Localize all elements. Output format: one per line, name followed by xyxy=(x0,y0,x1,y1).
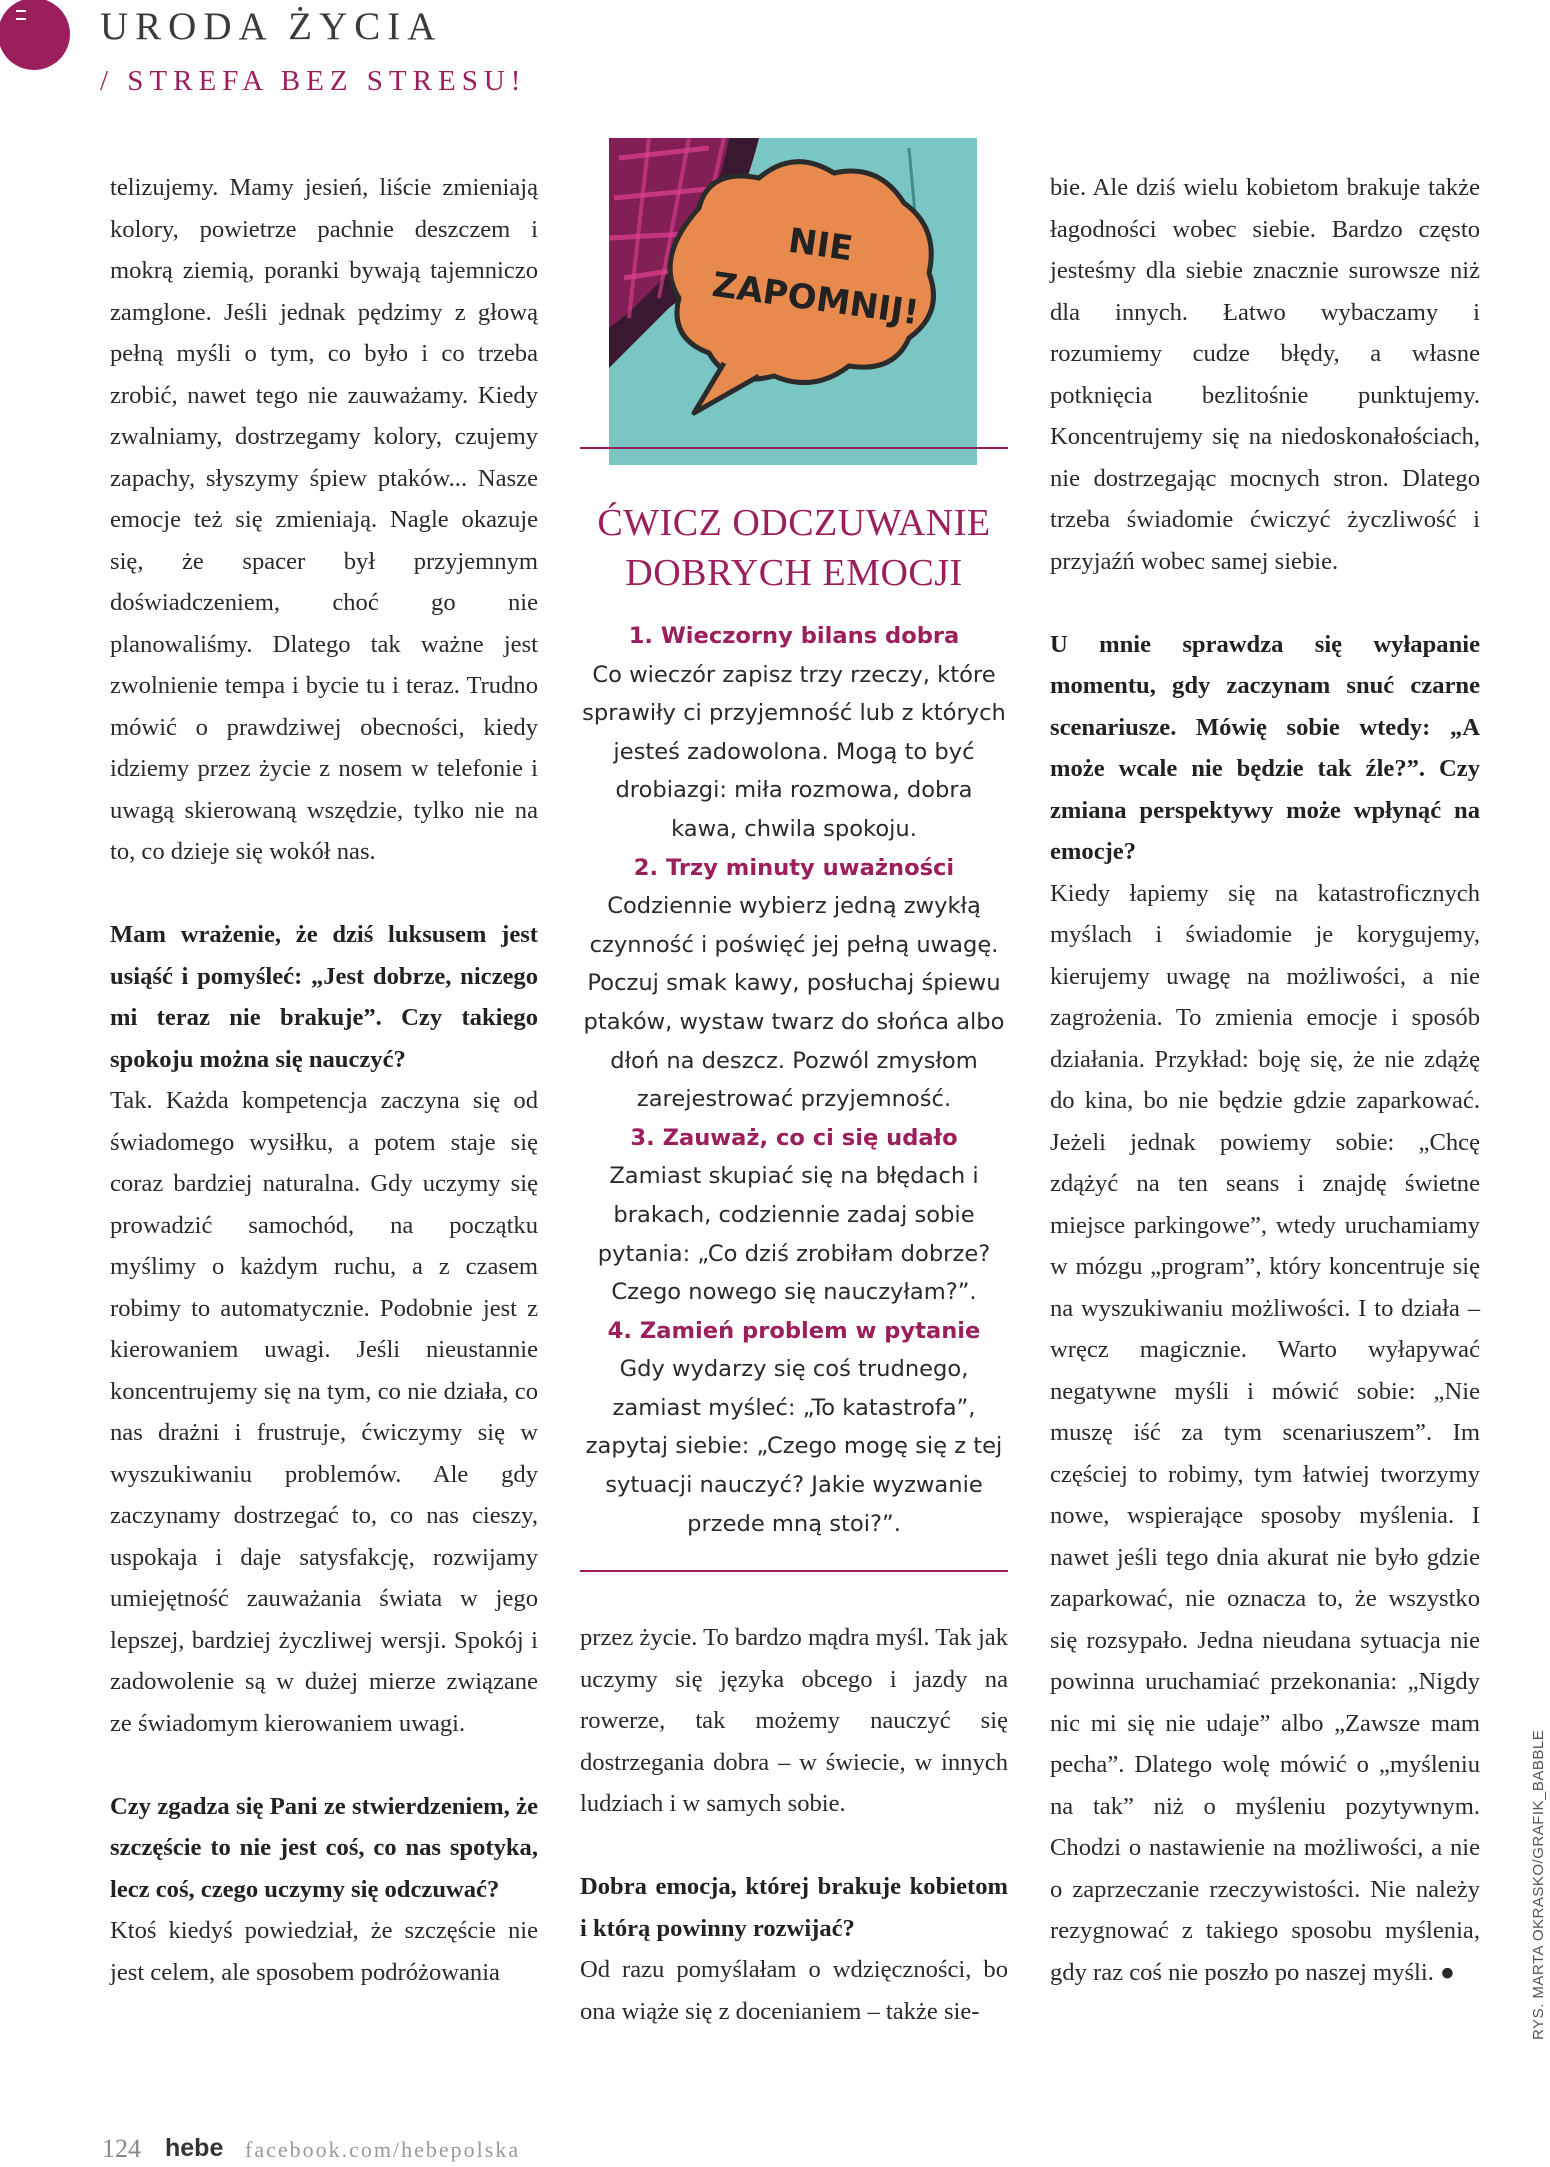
tip-text: Codziennie wybierz jedną zwykłą czynność i poświęć jej pełną uwagę. Poczuj smak kawy, posłuchaj śpiewu ptaków, wystaw twarz do słońca albo dłoń na deszcz. Pozwól zmysłom zarejestrować przyjemność. xyxy=(583,893,1005,1113)
section-title: URODA ŻYCIA xyxy=(100,5,443,48)
paragraph: Tak. Każda kompetencja zaczyna się od świadomego wysiłku, a potem staje się coraz bardziej naturalna. Gdy uczymy się prowadzić samochód, na początku myślimy o każdym ruchu, a z czasem robimy to automatycznie. Podobnie jest z kierowaniem uwagi. Jeśli nieustannie koncentrujemy się na tym, co nie działa, co nas drażni i frustruje, ćwiczymy się w wyszukiwaniu problemów. Ale gdy zaczynamy dostrzegać to, co nas cieszy, uspokaja i daje satysfakcję, rozwijamy umiejętność zauważania świata w jego lepszej, bardziej życzliwej wersji. Spokój i zadowolenie są w dużej mierze związane ze świadomym kierowaniem uwagi. xyxy=(110,1087,538,1737)
tip-heading: 3. Zauważ, co ci się udało xyxy=(630,1124,958,1151)
tips-box-title xyxy=(580,498,1008,598)
interview-question: Dobra emocja, której brakuje kobietom i którą powinny rozwijać? xyxy=(580,1873,1008,1942)
bubble-text-2: ZAPOMNIJ! xyxy=(709,264,922,334)
paragraph-text: Kiedy łapiemy się na katastroficznych myślach i świadomie je korygujemy, kierujemy uwagę na możliwości, a nie zagrożenia. To zmienia emocje i sposób działania. Przykład: boję się, że nie zdążę do kina, bo nie będzie gdzie zaparkować. Jeżeli jednak powiemy sobie: „Chcę zdążyć na ten seans i znajdę świetne miejsce parkingowe”, wtedy uruchamiamy w mózgu „program”, który koncentruje się na wyszukiwaniu możliwości. I to działa – wręcz magicznie. Warto wyłapywać negatywne myśli i mówić sobie: „Nie muszę iść za tym scenariuszem”. Im częściej to robimy, tym łatwiej tworzymy nowe, wspierające sposoby myślenia. I nawet jeśli tego dnia akurat nie było gdzie zaparkować, nie oznacza to, że wszystko się rozsypało. Jedna nieudana sytuacja nie powinna uruchamiać przekonania: „Nigdy nic mi się nie udaje” albo „Zawsze mam pecha”. Dlatego wolę mówić o „myśleniu na tak” niż o myśleniu pozytywnym. Chodzi o nastawienie na możliwości, a nie o zaprzeczanie rzeczywistości. Nie należy rezygnować z takiego sposobu myślenia, gdy raz coś nie poszło po naszej myśli. xyxy=(1050,879,1480,1986)
tips-box xyxy=(580,617,1008,1543)
article-column-1 xyxy=(110,167,538,1993)
article-column-2 xyxy=(580,1617,1008,2032)
menu-icon xyxy=(16,10,26,20)
paragraph: telizujemy. Mamy jesień, liście zmieniają kolory, powietrze pachnie deszczem i mokrą ziemią, poranki bywają tajemniczo zamglone. Jeśli jednak pędzimy z głową pełną myśli o tym, co było i co trzeba zrobić, nawet tego nie zauważamy. Kiedy zwalniamy, dostrzegamy kolory, czujemy zapachy, słyszymy śpiew ptaków... Nasze emocje też się zmieniają. Nagle okazuje się, że spacer był przyjemnym doświadczeniem, choć go nie planowaliśmy. Dlatego tak ważne jest zwolnienie tempa i bycie tu i teraz. Trudno mówić o prawdziwej obecności, kiedy idziemy przez życie z nosem w telefonie i uwagą skierowaną wszędzie, tylko nie na to, co dzieje się wokół nas. xyxy=(110,174,538,865)
article-column-3 xyxy=(1050,167,1480,1993)
section-subtitle: / STREFA BEZ STRESU! xyxy=(100,65,527,97)
paragraph xyxy=(1050,873,1480,1994)
tip-text: Gdy wydarzy się coś trudnego, zamiast myśleć: „To katastrofa”, zapytaj siebie: „Czego mogę się z tej sytuacji nauczyć? Jakie wyzwanie przede mną stoi?”. xyxy=(585,1356,1003,1537)
tips-title-line: ĆWICZ ODCZUWANIE xyxy=(597,502,991,544)
tip-heading: 4. Zamień problem w pytanie xyxy=(607,1317,981,1344)
illustration-credit: RYS. MARTA OKRASKO/GRAFIK_BABBLE xyxy=(1530,1729,1547,2040)
paragraph: Od razu pomyślałam o wdzięczności, bo ona wiąże się z docenianiem – także sie- xyxy=(580,1956,1008,2025)
tip-text: Zamiast skupiać się na błędach i brakach, codziennie zadaj sobie pytania: „Co dziś zrobiłam dobrze? Czego nowego się nauczyłam?”. xyxy=(597,1163,991,1306)
paragraph: bie. Ale dziś wielu kobietom brakuje także łagodności wobec siebie. Bardzo często jesteśmy dla siebie znacznie surowsze niż dla innych. Łatwo wybaczamy i rozumiemy cudze błędy, a własne potknięcia bezlitośnie punktujemy. Koncentrujemy się na niedoskonałościach, nie dostrzegając mocnych stron. Dlatego trzeba świadomie ćwiczyć życzliwość i przyjaźń wobec samej siebie. xyxy=(1050,174,1480,575)
tip-text: Co wieczór zapisz trzy rzeczy, które sprawiły ci przyjemność lub z których jesteś zadowolona. Mogą to być drobiazgi: miła rozmowa, dobra kawa, chwila spokoju. xyxy=(582,661,1006,842)
paragraph: Ktoś kiedyś powiedział, że szczęście nie jest celem, ale sposobem podróżowania xyxy=(110,1917,538,1986)
tip-heading: 1. Wieczorny bilans dobra xyxy=(628,623,960,649)
end-mark: ● xyxy=(1440,1958,1455,1986)
tips-title-line: DOBRYCH EMOCJI xyxy=(625,552,963,594)
interview-question: Mam wrażenie, że dziś luksusem jest usiąść i pomyśleć: „Jest dobrze, niczego mi teraz nie brakuje”. Czy takiego spokoju można się nauczyć? xyxy=(110,921,538,1073)
bubble-text-1: NIE xyxy=(785,220,856,270)
facebook-link[interactable]: facebook.com/hebepolska xyxy=(245,2137,521,2162)
divider xyxy=(580,1570,1008,1572)
page-number: 124 xyxy=(102,2134,141,2163)
brand-logo: hebe xyxy=(165,2134,224,2162)
interview-question: U mnie sprawdza się wyłapanie momentu, gdy zaczynam snuć czarne scenariusze. Mówię sobie wtedy: „A może wcale nie będzie tak źle?”. Czy zmiana perspektywy może wpłynąć na emocje? xyxy=(1050,630,1480,865)
speech-bubble-illustration xyxy=(609,138,977,465)
divider xyxy=(580,447,1008,449)
menu-badge[interactable] xyxy=(0,0,70,70)
tip-heading: 2. Trzy minuty uważności xyxy=(633,854,955,881)
paragraph: przez życie. To bardzo mądra myśl. Tak jak uczymy się języka obcego i jazdy na rowerze, tak możemy nauczyć się dostrzegania dobra – w świecie, w innych ludziach i w samych sobie. xyxy=(580,1624,1008,1817)
illustration xyxy=(609,138,977,465)
interview-question: Czy zgadza się Pani ze stwierdzeniem, że szczęście to nie jest coś, co nas spotyka, lecz coś, czego uczymy się odczuwać? xyxy=(110,1792,538,1903)
